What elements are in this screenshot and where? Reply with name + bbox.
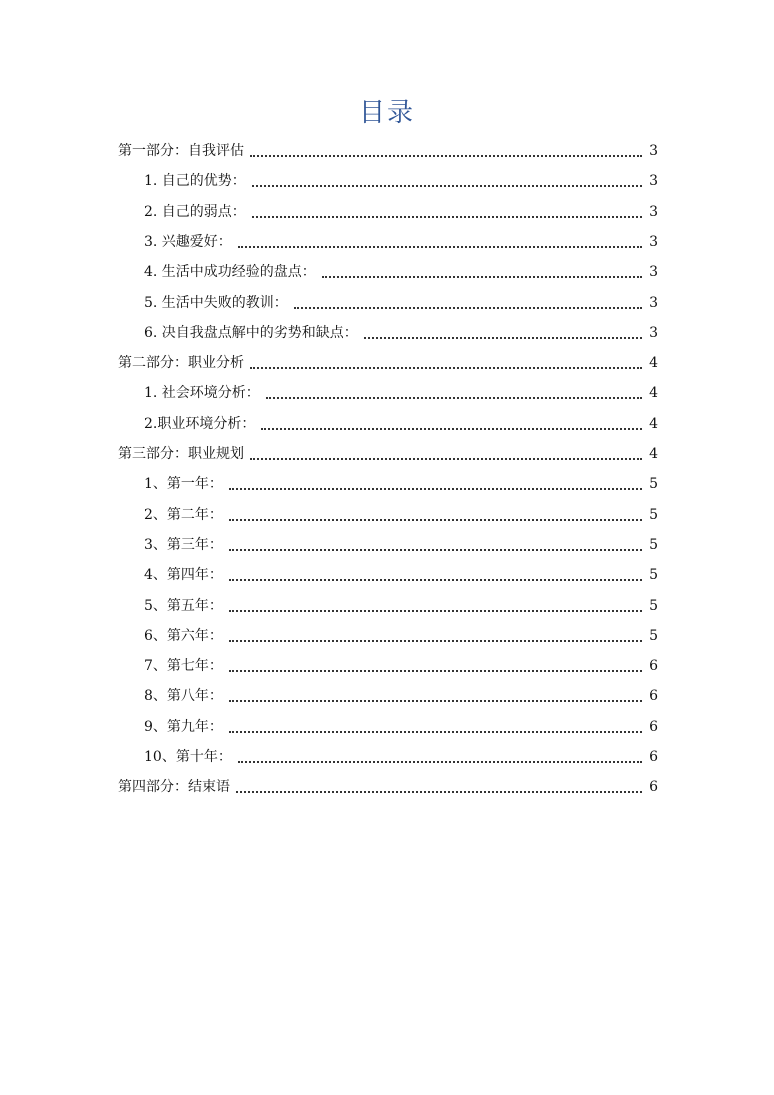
- toc-dot-leader: [266, 397, 642, 399]
- toc-entry-label: 2.职业环境分析：: [144, 415, 256, 432]
- toc-entry-label: 4. 生活中成功经验的盘点：: [144, 264, 316, 281]
- toc-entry-label: 3、第三年：: [144, 536, 223, 553]
- toc-entry[interactable]: [144, 409, 658, 439]
- toc-entry-label: 3. 兴趣爱好：: [144, 233, 232, 250]
- toc-entry[interactable]: [118, 772, 658, 802]
- toc-entry-label: 10、第十年：: [144, 749, 232, 765]
- toc-page-number: 6: [649, 718, 658, 735]
- toc-entry[interactable]: [144, 530, 658, 560]
- toc-entry-label: 第二部分：职业分析: [118, 355, 244, 372]
- toc-entry[interactable]: [118, 439, 658, 469]
- toc-page-number: 4: [649, 446, 658, 462]
- toc-entry[interactable]: [144, 288, 658, 318]
- toc-page-number: 6: [649, 688, 658, 705]
- toc-page-number: 3: [649, 173, 658, 190]
- toc-page-number: 3: [649, 294, 658, 311]
- toc-page-number: 5: [649, 597, 658, 614]
- toc-dot-leader: [229, 700, 642, 702]
- toc-page-number: 5: [649, 476, 658, 493]
- toc-page-number: 3: [649, 324, 658, 341]
- toc-dot-leader: [229, 579, 642, 581]
- toc-entry[interactable]: [144, 257, 658, 287]
- toc-page-number: 5: [649, 567, 658, 584]
- toc-page-number: 6: [649, 749, 658, 765]
- toc-entry[interactable]: [144, 651, 658, 681]
- toc-entry[interactable]: [144, 742, 658, 772]
- toc-entry-label: 第三部分：职业规划: [118, 446, 244, 462]
- toc-dot-leader: [229, 519, 642, 521]
- toc-page-number: 3: [649, 143, 658, 159]
- toc-entry-label: 1. 自己的优势：: [144, 173, 246, 190]
- toc-page-number: 5: [649, 536, 658, 553]
- toc-dot-leader: [364, 337, 642, 339]
- toc-dot-leader: [322, 276, 642, 278]
- toc-dot-leader: [229, 488, 642, 490]
- toc-dot-leader: [238, 246, 642, 248]
- toc-entry-label: 6、第六年：: [144, 627, 223, 644]
- toc-dot-leader: [238, 761, 642, 763]
- toc-page-number: 6: [649, 779, 658, 796]
- toc-entry[interactable]: [118, 348, 658, 378]
- toc-entry-label: 2、第二年：: [144, 506, 223, 523]
- toc-entry[interactable]: [144, 500, 658, 530]
- toc-dot-leader: [229, 731, 642, 733]
- toc-dot-leader: [236, 791, 642, 793]
- toc-entry-label: 7、第七年：: [144, 658, 223, 675]
- toc-entry-label: 5、第五年：: [144, 597, 223, 614]
- toc-entry-label: 第四部分：结束语: [118, 779, 230, 796]
- toc-entry[interactable]: [144, 469, 658, 499]
- toc-page-number: 3: [649, 264, 658, 281]
- toc-entry[interactable]: [144, 621, 658, 651]
- toc-dot-leader: [252, 216, 642, 218]
- toc-dot-leader: [229, 610, 642, 612]
- toc-entry-label: 8、第八年：: [144, 688, 223, 705]
- toc-entry[interactable]: [144, 318, 658, 348]
- toc-page-number: 3: [649, 233, 658, 250]
- toc-dot-leader: [229, 670, 642, 672]
- toc-entry-label: 1、第一年：: [144, 476, 223, 493]
- toc-dot-leader: [229, 549, 642, 551]
- toc-title: 目录: [358, 98, 415, 128]
- toc-page-number: 3: [649, 203, 658, 220]
- toc-dot-leader: [250, 155, 642, 157]
- toc-dot-leader: [229, 640, 642, 642]
- toc-entry[interactable]: [144, 378, 658, 408]
- toc-entry[interactable]: [144, 166, 658, 196]
- toc-entry[interactable]: [144, 591, 658, 621]
- toc-dot-leader: [250, 458, 642, 460]
- toc-entry-label: 9、第九年：: [144, 718, 223, 735]
- toc-entry-label: 4、第四年：: [144, 567, 223, 584]
- toc-entry-label: 第一部分：自我评估: [118, 143, 244, 159]
- toc-page-number: 6: [649, 658, 658, 675]
- toc-entry[interactable]: [144, 197, 658, 227]
- toc-page-number: 4: [649, 415, 658, 432]
- toc-page-number: 5: [649, 506, 658, 523]
- toc-entry-label: 1. 社会环境分析：: [144, 385, 260, 402]
- toc-entry[interactable]: [144, 712, 658, 742]
- toc-entry[interactable]: [118, 136, 658, 166]
- toc-entry[interactable]: [144, 681, 658, 711]
- toc-entry[interactable]: [144, 560, 658, 590]
- toc-entry-label: 5. 生活中失败的教训：: [144, 294, 288, 311]
- toc-page-number: 5: [649, 627, 658, 644]
- toc-dot-leader: [294, 307, 642, 309]
- toc-page-number: 4: [649, 385, 658, 402]
- toc-entry[interactable]: [144, 227, 658, 257]
- toc-page-number: 4: [649, 355, 658, 372]
- toc-dot-leader: [252, 185, 642, 187]
- toc-dot-leader: [261, 428, 642, 430]
- toc-entry-label: 6. 决自我盘点解中的劣势和缺点：: [144, 324, 358, 341]
- toc-dot-leader: [250, 367, 642, 369]
- toc-entry-label: 2. 自己的弱点：: [144, 203, 246, 220]
